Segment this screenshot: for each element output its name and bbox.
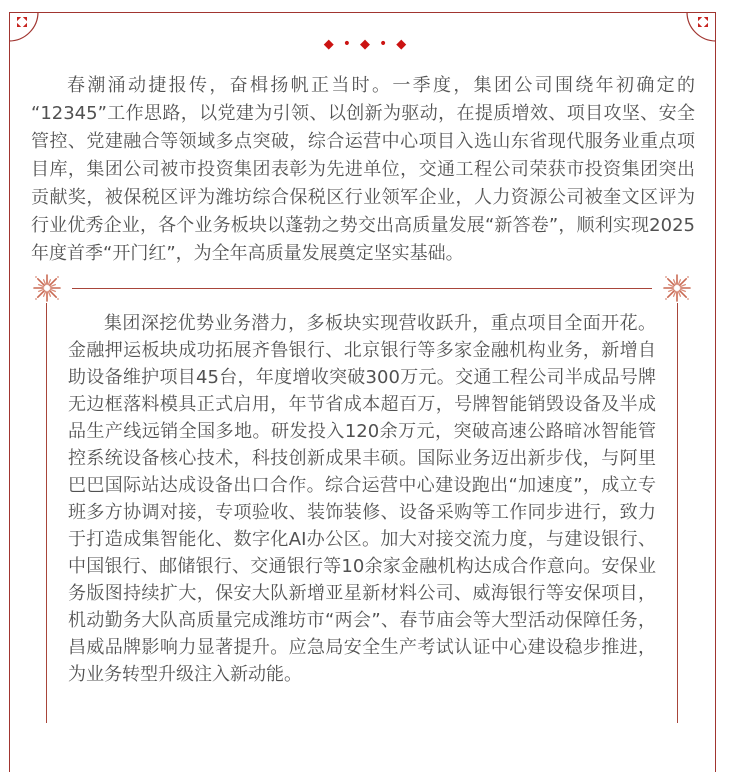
diamond-icon: ◆: [323, 36, 334, 52]
diamond-icon: ◆: [360, 36, 370, 52]
body-paragraph: 集团深挖优势业务潜力，多板块实现营收跃升，重点项目全面开花。金融押运板块成功拓展齐鲁银行、北京银行等多家金融机构业务，新增自助设备维护项目45台，年度增收突破300万元。交通工程公司半成品号牌无边框落料模具正式启用，年节省成本超百万，号牌智能销毁设备及半成品生产线远销全国多地。研发投入120余万元，突破高速公路暗冰智能管控系统设备核心技术，科技创新成果丰硕。国际业务迈出新步伐，与阿里巴巴国际站达成设备出口合作。综合运营中心建设跑出“加速度”，成立专班多方协调对接，专项验收、装饰装修、设备采购等工作同步进行，致力于打造成集智能化、数字化AI办公区。加大对接交流力度，与建设银行、中国银行、邮储银行、交通银行等10余家金融机构达成合作意向。安保业务版图持续扩大，保安大队新增亚星新材料公司、威海银行等安保项目，机动勤务大队高质量完成潍坊市“两会”、春节庙会等大型活动保障任务，昌威品牌影响力显著提升。应急局安全生产考试认证中心建设稳步推进，为业务转型升级注入新动能。: [68, 313, 656, 685]
pinwheel-icon: [17, 17, 27, 27]
dot-icon: •: [379, 36, 388, 52]
intro-paragraph: 春潮涌动捷报传，奋楫扬帆正当时。一季度，集团公司围绕年初确定的“12345”工作思路，以党建为引领、以创新为驱动，在提质增效、项目攻坚、安全管控、党建融合等领域多点突破，综合运营中心项目入选山东省现代服务业重点项目库，集团公司被市投资集团表彰为先进单位，交通工程公司荣获市投资集团突出贡献奖，被保税区评为潍坊综合保税区行业领军企业，人力资源公司被奎文区评为行业优秀企业，各个业务板块以蓬勃之势交出高质量发展“新答卷”，顺利实现2025年度首季“开门红”，为全年高质量发展奠定坚实基础。: [31, 75, 695, 264]
pinwheel-icon: [698, 17, 708, 27]
diamond-icon: ◆: [396, 36, 407, 52]
diamond-divider: [0, 37, 730, 51]
section-divider-line: [72, 288, 652, 289]
dot-icon: •: [342, 36, 351, 52]
starburst-flower-icon: [32, 273, 62, 303]
highlight-block: [46, 303, 678, 723]
starburst-flower-icon: [662, 273, 692, 303]
